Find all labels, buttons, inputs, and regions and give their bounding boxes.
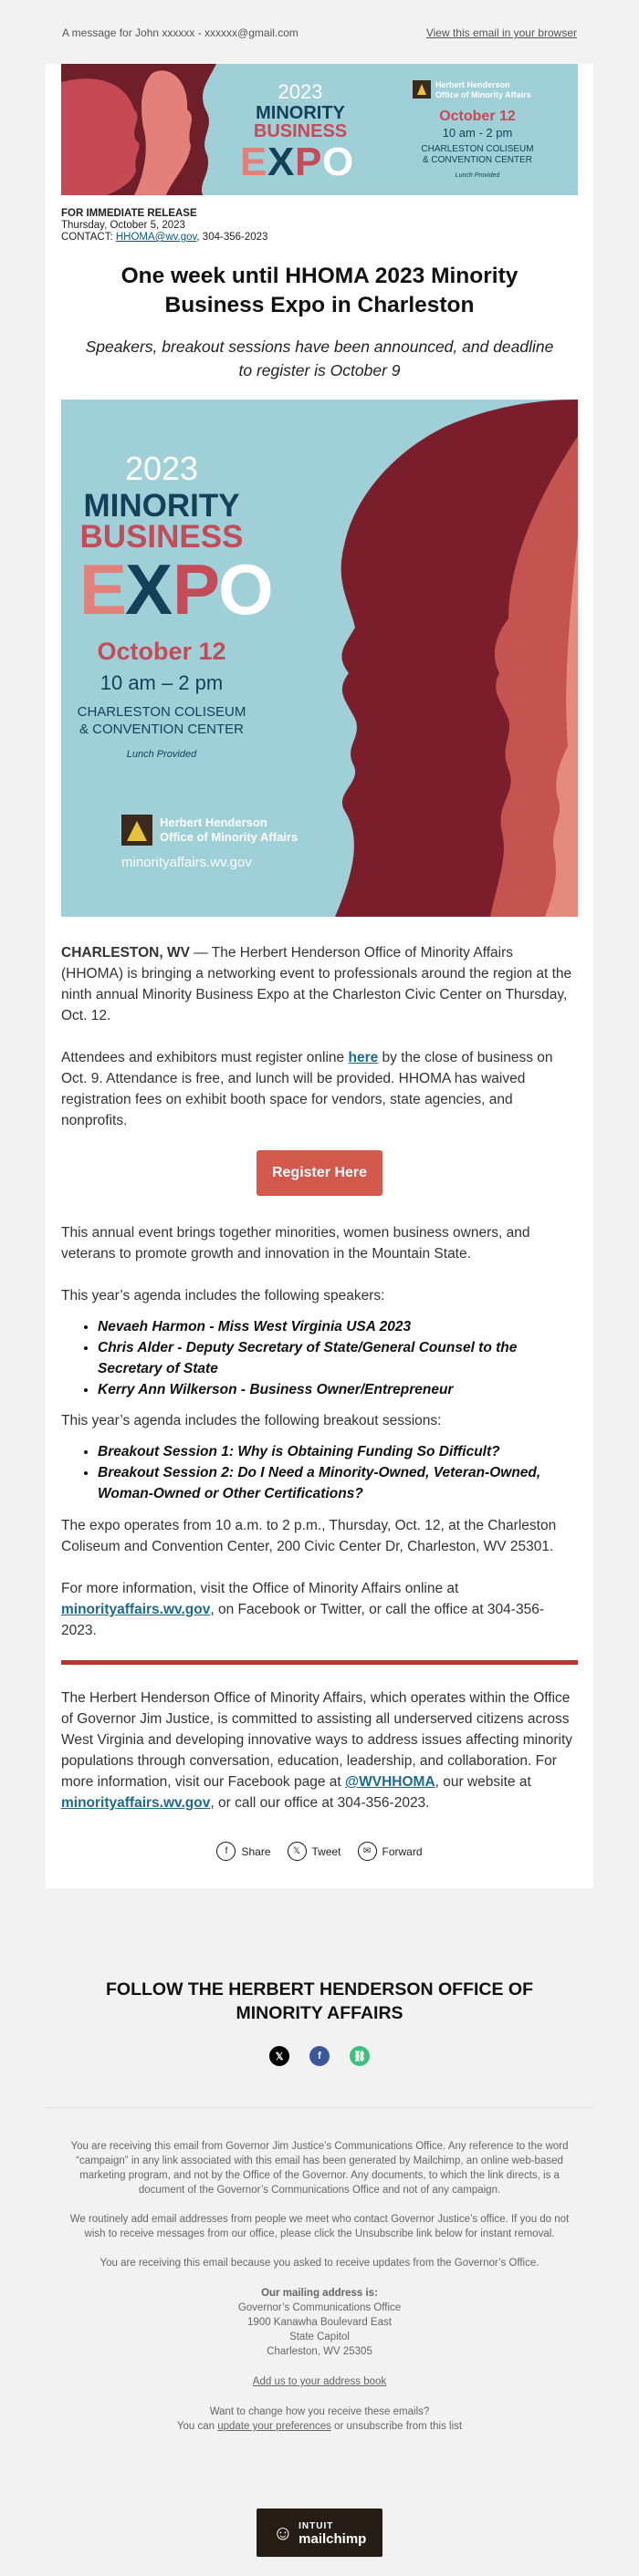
section-divider xyxy=(61,1660,578,1665)
follow-title: FOLLOW THE HERBERT HENDERSON OFFICE OF MINORITY AFFAIRS xyxy=(106,1979,533,2023)
x-icon[interactable]: 𝕏 xyxy=(269,2046,289,2066)
press-release-header xyxy=(61,208,578,244)
poster-lunch: Lunch Provided xyxy=(126,749,197,760)
sessions-intro: This year’s agenda includes the following breakout sessions: xyxy=(61,1413,442,1428)
footer xyxy=(0,2139,639,2434)
paragraph-schedule: The expo operates from 10 a.m. to 2 p.m., Thursday, Oct. 12, at the Charleston Coliseum and Convention Center, 200 Civic Center Dr, Charleston, WV 25301. xyxy=(61,1518,557,1554)
speakers-list xyxy=(61,1316,578,1400)
address-line: State Capitol xyxy=(289,2332,350,2342)
contact-phone: , 304-356-2023 xyxy=(196,232,268,243)
contact-email-link[interactable]: HHOMA@wv.gov xyxy=(115,232,197,243)
paragraph-about-office: The Herbert Henderson Office of Minority Affairs, which operates within the Office of Governor Jim Justice, is committed to assisting all underserved citizens across West Virginia and developing innovative ways to address issues affecting minority populations through conversation, education, leadership, and collaboration. For more information, visit our Facebook page at @WVHHOMA, our website at minorityaffairs.wv.gov, or call our office at 304-356-2023. xyxy=(61,1690,573,1811)
contact-label: CONTACT: xyxy=(61,232,116,243)
banner-expo-p: P xyxy=(295,140,322,184)
poster-expo-o: O xyxy=(218,549,274,629)
footer-disclaimer: You are receiving this email from Governor Jim Justice’s Communications Office. Any reference to the word “campaign” in any link associated with this email has been generated by Mailchimp, an online web-based marketing program, and not by the Office of the Governor. Any documents, to which the link directs, is a document of the Governor’s Communications Office and not of any campaign. xyxy=(70,2141,569,2196)
mail-icon: ✉ xyxy=(358,1842,377,1861)
website-link-2[interactable]: minorityaffairs.wv.gov xyxy=(61,1795,211,1811)
paragraph-intro: CHARLESTON, WV — The Herbert Henderson Office of Minority Affairs (HHOMA) is bringing a networking event to professionals around the region at the ninth annual Minority Business Expo at the Charleston Civic Center on Thursday, Oct. 12. xyxy=(61,945,572,1023)
banner-year: 2023 xyxy=(278,80,323,103)
poster-url: minorityaffairs.wv.gov xyxy=(121,855,252,870)
banner-expo-o: O xyxy=(322,140,354,184)
expo-poster xyxy=(61,400,578,917)
banner-date: October 12 xyxy=(439,109,516,124)
banner-venue1: CHARLESTON COLISEUM xyxy=(421,144,534,154)
headline: One week until HHOMA 2023 Minority Business Expo in Charleston xyxy=(120,264,519,317)
address-line: 1900 Kanawha Boulevard East xyxy=(247,2317,392,2328)
list-item: • Chris Alder - Deputy Secretary of State/General Counsel to the Secretary of State xyxy=(98,1337,578,1379)
facebook-handle-link[interactable]: @WVHHOMA xyxy=(345,1774,435,1790)
poster-venue1: CHARLESTON COLISEUM xyxy=(77,704,246,720)
footer-reason: You are receiving this email because you asked to receive updates from the Governor’s Office. xyxy=(100,2258,539,2269)
paragraph-about-event: This annual event brings together minorities, women business owners, and veterans to promote growth and innovation in the Mountain State. xyxy=(61,1225,530,1262)
address-line: Charleston, WV 25305 xyxy=(267,2346,372,2357)
banner-org1: Herbert Henderson xyxy=(435,80,510,89)
footer-divider xyxy=(46,2107,593,2108)
banner-venue2: & CONVENTION CENTER xyxy=(422,155,533,165)
release-date: Thursday, October 5, 2023 xyxy=(61,220,185,231)
tweet-button[interactable]: 𝕏 Tweet xyxy=(288,1842,341,1861)
banner-org2: Office of Minority Affairs xyxy=(435,90,531,99)
preheader-message: A message for John xxxxxx - xxxxxx@gmail.com xyxy=(62,26,299,39)
register-button[interactable]: Register Here xyxy=(257,1150,382,1196)
banner-time: 10 am - 2 pm xyxy=(442,126,513,140)
poster-year: 2023 xyxy=(124,450,199,487)
preheader xyxy=(0,0,639,66)
list-item: • Kerry Ann Wilkerson - Business Owner/Entrepreneur xyxy=(98,1379,578,1400)
twitter-icon: 𝕏 xyxy=(288,1842,307,1861)
forward-button[interactable]: ✉ Forward xyxy=(358,1842,423,1861)
sessions-list xyxy=(61,1441,578,1504)
footer-unsubscribe-note: We routinely add email addresses from people we meet who contact Governor Justice’s office. If you do not wish to receive messages from our office, please click the Unsubscribe link below for instant removal. xyxy=(69,2214,570,2239)
follow-section xyxy=(0,1978,639,2066)
address-book-link[interactable]: Add us to your address book xyxy=(252,2376,387,2387)
banner-lunch: Lunch Provided xyxy=(455,172,500,179)
banner-line2: BUSINESS xyxy=(253,121,348,141)
change-prompt: Want to change how you receive these emails? xyxy=(209,2406,430,2417)
expo-banner xyxy=(61,64,578,195)
email-body xyxy=(46,64,593,1888)
share-button[interactable]: f Share xyxy=(216,1842,270,1861)
dateline: CHARLESTON, WV xyxy=(61,945,190,961)
poster-expo-e: E xyxy=(79,549,128,629)
address-line: Governor’s Communications Office xyxy=(237,2302,402,2313)
release-label: FOR IMMEDIATE RELEASE xyxy=(61,208,197,219)
speakers-intro: This year’s agenda includes the following speakers: xyxy=(61,1288,385,1304)
view-in-browser-link[interactable]: View this email in your browser xyxy=(425,26,577,39)
banner-line1: MINORITY xyxy=(256,103,345,123)
mailchimp-badge[interactable]: ☺ INTUIT mailchimp xyxy=(257,2508,382,2557)
register-here-link[interactable]: here xyxy=(348,1050,379,1065)
poster-expo-x: X xyxy=(125,549,173,629)
list-item: • Breakout Session 2: Do I Need a Minority-Owned, Veteran-Owned, Woman-Owned or Other Certifications? xyxy=(98,1462,578,1504)
facebook-icon: f xyxy=(216,1842,236,1861)
update-preferences-link[interactable]: update your preferences xyxy=(217,2421,331,2432)
poster-line2: BUSINESS xyxy=(79,519,244,555)
poster-org2: Office of Minority Affairs xyxy=(160,830,299,844)
website-link[interactable]: minorityaffairs.wv.gov xyxy=(61,1602,211,1617)
subtitle: Speakers, breakout sessions have been announced, and deadline to register is October 9 xyxy=(85,338,554,379)
facebook-social-icon[interactable]: f xyxy=(309,2046,330,2066)
list-item: • Nevaeh Harmon - Miss West Virginia USA 2023 xyxy=(98,1316,578,1337)
mailchimp-logo-icon: ☺ xyxy=(272,2520,294,2544)
paragraph-register: Attendees and exhibitors must register online here by the close of business on Oct. 9. Attendance is free, and lunch will be provided. HHOMA has waived registration fees on exhibit booth space for vendors, state agencies, and nonprofits. xyxy=(61,1050,553,1128)
list-item: • Breakout Session 1: Why is Obtaining Funding So Difficult? xyxy=(98,1441,578,1462)
banner-expo-x: X xyxy=(267,140,295,184)
article-body xyxy=(61,942,578,1813)
poster-org1: Herbert Henderson xyxy=(160,815,267,829)
poster-time: 10 am – 2 pm xyxy=(100,671,224,694)
preferences-line: You can update your preferences or unsubscribe from this list xyxy=(176,2421,463,2432)
poster-line1: MINORITY xyxy=(83,488,240,524)
banner-expo-e: E xyxy=(240,140,267,184)
poster-expo-p: P xyxy=(173,549,221,629)
mailing-label: Our mailing address is: xyxy=(261,2288,378,2299)
poster-venue2: & CONVENTION CENTER xyxy=(79,722,245,737)
share-bar xyxy=(61,1842,578,1861)
poster-date: October 12 xyxy=(97,638,226,665)
paragraph-more-info: For more information, visit the Office of Minority Affairs online at minorityaffairs.wv.gov, on Facebook or Twitter, or call the office at 304-356-2023. xyxy=(61,1581,544,1638)
link-icon[interactable]: ⛓ xyxy=(350,2046,370,2066)
social-links xyxy=(0,2046,639,2066)
